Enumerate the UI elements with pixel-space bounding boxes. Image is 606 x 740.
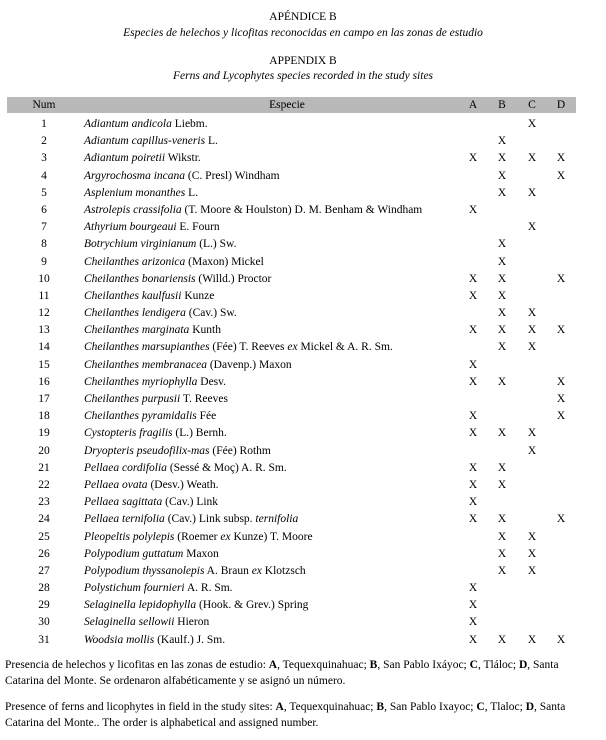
row-number: 5 xyxy=(41,186,47,199)
presence-mark-a: X xyxy=(468,582,478,595)
footnote-text: , Tequexquinahuac; xyxy=(277,659,370,671)
table-row xyxy=(7,408,576,425)
presence-mark-b: X xyxy=(497,564,507,577)
presence-mark-b: X xyxy=(497,169,507,182)
species-name-italic-part: ternifolia xyxy=(255,513,299,526)
row-number: 6 xyxy=(41,203,47,216)
row-number: 30 xyxy=(38,616,50,629)
species-name-author-part: (Davenp.) Maxon xyxy=(206,358,292,371)
site-letter: D xyxy=(525,701,534,713)
species-name-italic-part: Cheilanthes pyramidalis xyxy=(84,410,197,423)
presence-mark-c: X xyxy=(527,633,537,646)
species-name xyxy=(84,322,221,339)
presence-mark-a: X xyxy=(468,152,478,165)
table-row xyxy=(7,511,576,528)
species-name-italic-part: Adiantum capillus-veneris xyxy=(84,135,206,148)
species-name-italic-part: Pleopeltis polylepis xyxy=(84,530,175,543)
presence-mark-d: X xyxy=(556,169,566,182)
species-name-italic-part: Adiantum poiretii xyxy=(84,152,166,165)
presence-mark-a: X xyxy=(468,324,478,337)
row-number: 26 xyxy=(38,547,50,560)
species-name xyxy=(84,168,280,185)
species-name-italic-part: Cheilanthes myriophylla xyxy=(84,375,198,388)
presence-mark-d: X xyxy=(556,375,566,388)
species-name xyxy=(84,443,271,460)
species-name-author-part: Wikstr. xyxy=(165,152,201,165)
presence-mark-b: X xyxy=(497,341,507,354)
species-name-italic-part: Cheilanthes bonariensis xyxy=(84,272,196,285)
table-row xyxy=(7,374,576,391)
presence-mark-a: X xyxy=(468,203,478,216)
presence-mark-c: X xyxy=(527,152,537,165)
table-row xyxy=(7,202,576,219)
row-number: 29 xyxy=(38,599,50,612)
presence-mark-b: X xyxy=(497,324,507,337)
table-row xyxy=(7,632,576,649)
species-name xyxy=(84,546,219,563)
table-row xyxy=(7,150,576,167)
row-number: 16 xyxy=(38,375,50,388)
presence-mark-a: X xyxy=(468,633,478,646)
species-name-author-part: (Roemer xyxy=(174,530,221,543)
appendix-title-es: APÉNDICE B xyxy=(269,11,337,23)
row-number: 9 xyxy=(41,255,47,268)
species-name-italic-part: ex xyxy=(220,530,231,543)
presence-mark-b: X xyxy=(497,307,507,320)
presence-mark-a: X xyxy=(468,513,478,526)
species-name-author-part: L. xyxy=(185,186,199,199)
species-name-author-part: T. Reeves xyxy=(180,393,228,405)
table-row xyxy=(7,219,576,236)
footnote-text: , Santa Catarina del Monte.. The order is alphabetical and assigned number. xyxy=(5,701,566,729)
species-name-italic-part: Astrolepis crassifolia xyxy=(84,203,182,216)
table-row xyxy=(7,580,576,597)
table-row xyxy=(7,460,576,477)
species-name-italic-part: Athyrium bourgeaui xyxy=(84,221,177,234)
appendix-subtitle-en: Ferns and Lycophytes species recorded in the study sites xyxy=(172,70,434,82)
presence-mark-b: X xyxy=(497,530,507,543)
species-name-italic-part: Dryopteris pseudofilix-mas xyxy=(84,444,210,457)
column-header-especie: Especie xyxy=(269,99,305,111)
column-header-c: C xyxy=(528,99,536,111)
species-name-italic-part: Pellaea sagittata xyxy=(84,496,163,509)
row-number: 17 xyxy=(38,393,50,405)
species-name xyxy=(84,460,287,477)
presence-mark-d: X xyxy=(556,410,566,423)
species-name xyxy=(84,563,306,580)
presence-mark-b: X xyxy=(497,272,507,285)
row-number: 19 xyxy=(38,427,50,440)
species-name-author-part: (Hook. & Grev.) Spring xyxy=(196,599,309,612)
row-number: 3 xyxy=(41,152,47,165)
presence-mark-c: X xyxy=(527,118,537,130)
presence-mark-b: X xyxy=(497,186,507,199)
table-row xyxy=(7,425,576,442)
presence-mark-c: X xyxy=(527,324,537,337)
species-name xyxy=(84,580,233,597)
presence-mark-c: X xyxy=(527,427,537,440)
presence-mark-b: X xyxy=(497,427,507,440)
footnote-text: , Tequexquinahuac; xyxy=(283,701,377,713)
row-number: 12 xyxy=(38,307,50,320)
species-name xyxy=(84,632,225,649)
row-number: 1 xyxy=(41,118,47,130)
column-header-b: B xyxy=(498,99,506,111)
species-name xyxy=(84,133,218,150)
species-name xyxy=(84,185,198,202)
species-name-author-part: Klotzsch xyxy=(261,564,306,577)
presence-mark-d: X xyxy=(556,513,566,526)
presence-mark-a: X xyxy=(468,272,478,285)
table-row xyxy=(7,271,576,288)
species-name-italic-part: ex xyxy=(251,564,262,577)
species-name-italic-part: Cheilanthes marsupianthes xyxy=(84,341,210,354)
table-row xyxy=(7,254,576,271)
species-name xyxy=(84,391,228,408)
presence-mark-a: X xyxy=(468,410,478,423)
row-number: 22 xyxy=(38,478,50,491)
footnote-text: , San Pablo Ixáyoc; xyxy=(377,659,470,671)
footnote-text: , Tláloc; xyxy=(477,659,519,671)
table-row xyxy=(7,391,576,408)
species-name xyxy=(84,614,209,631)
presence-mark-b: X xyxy=(497,461,507,474)
species-name-author-part: (Maxon) Mickel xyxy=(185,255,264,268)
footnote-es xyxy=(5,657,585,689)
species-name-author-part: Hieron xyxy=(174,616,210,629)
species-name xyxy=(84,219,220,236)
appendix-title-en: APPENDIX B xyxy=(269,55,337,67)
species-name xyxy=(84,236,236,253)
row-number: 21 xyxy=(38,461,50,474)
footnote-text: , San Pablo Ixayoc; xyxy=(384,701,477,713)
footnote-text: Presence of ferns and licophytes in field in the study sites: xyxy=(5,701,276,713)
species-name-author-part: (Desv.) Weath. xyxy=(147,478,219,491)
species-name xyxy=(84,511,298,528)
species-name-italic-part: Selaginella lepidophylla xyxy=(84,599,197,612)
row-number: 10 xyxy=(38,272,50,285)
presence-mark-d: X xyxy=(556,393,566,405)
species-name-italic-part: Botrychium virginianum xyxy=(84,238,197,251)
table-row xyxy=(7,185,576,202)
site-letter: B xyxy=(376,701,385,713)
row-number: 4 xyxy=(41,169,47,182)
species-name-italic-part: Polypodium thyssanolepis xyxy=(84,564,205,577)
species-name xyxy=(84,339,393,356)
row-number: 28 xyxy=(38,582,50,595)
presence-mark-c: X xyxy=(527,564,537,577)
column-header-num: Num xyxy=(32,99,56,111)
species-name-italic-part: ex xyxy=(287,341,298,354)
species-name-author-part: (Kaulf.) J. Sm. xyxy=(154,633,226,646)
presence-mark-a: X xyxy=(468,289,478,302)
row-number: 13 xyxy=(38,324,50,337)
presence-mark-a: X xyxy=(468,427,478,440)
presence-mark-c: X xyxy=(527,547,537,560)
species-name xyxy=(84,529,313,546)
row-number: 27 xyxy=(38,564,50,577)
species-name-author-part: (L.) Bernh. xyxy=(172,427,227,440)
species-name-author-part: (L.) Sw. xyxy=(196,238,237,251)
species-name xyxy=(84,408,216,425)
species-name-author-part: Mickel & A. R. Sm. xyxy=(297,341,393,354)
species-name-author-part: Kunze) T. Moore xyxy=(230,530,313,543)
presence-mark-c: X xyxy=(527,186,537,199)
species-name-author-part: (Sessé & Moç) A. R. Sm. xyxy=(166,461,287,474)
row-number: 7 xyxy=(41,221,47,234)
species-name-author-part: E. Fourn xyxy=(176,221,220,234)
table-row xyxy=(7,168,576,185)
site-letter: A xyxy=(268,659,278,671)
species-name-italic-part: Cheilanthes lendigera xyxy=(84,307,186,320)
table-row xyxy=(7,305,576,322)
table-row xyxy=(7,597,576,614)
presence-mark-c: X xyxy=(527,341,537,354)
species-name-italic-part: Adiantum andicola xyxy=(84,118,172,130)
presence-mark-c: X xyxy=(527,530,537,543)
row-number: 31 xyxy=(38,633,50,646)
row-number: 25 xyxy=(38,530,50,543)
species-name-italic-part: Cheilanthes arizonica xyxy=(84,255,186,268)
species-name-italic-part: Asplenium monanthes xyxy=(84,186,186,199)
species-name xyxy=(84,116,208,133)
presence-mark-c: X xyxy=(527,307,537,320)
site-letter: C xyxy=(476,701,485,713)
species-name xyxy=(84,305,237,322)
species-name-author-part: (Cav.) Sw. xyxy=(185,307,237,320)
species-name-author-part: Kunth xyxy=(189,324,221,337)
presence-mark-c: X xyxy=(527,221,537,234)
presence-mark-a: X xyxy=(468,616,478,629)
species-name-italic-part: Cheilanthes marginata xyxy=(84,324,190,337)
row-number: 2 xyxy=(41,135,47,148)
site-letter: A xyxy=(275,701,284,713)
table-row xyxy=(7,357,576,374)
species-name-author-part: (Willd.) Proctor xyxy=(195,272,272,285)
table-row xyxy=(7,133,576,150)
row-number: 23 xyxy=(38,496,50,509)
species-name xyxy=(84,597,308,614)
table-row xyxy=(7,494,576,511)
species-name-italic-part: Polystichum fournieri xyxy=(84,582,185,595)
presence-mark-d: X xyxy=(556,633,566,646)
species-name-author-part: (Fée) T. Reeves xyxy=(209,341,288,354)
presence-mark-a: X xyxy=(468,375,478,388)
table-row xyxy=(7,443,576,460)
species-name xyxy=(84,254,264,271)
row-number: 8 xyxy=(41,238,47,251)
row-number: 14 xyxy=(38,341,50,354)
row-number: 15 xyxy=(38,358,50,371)
species-name-author-part: (C. Presl) Windham xyxy=(185,169,280,182)
presence-mark-b: X xyxy=(497,152,507,165)
species-name xyxy=(84,374,226,391)
presence-mark-a: X xyxy=(468,496,478,509)
presence-mark-d: X xyxy=(556,324,566,337)
site-letter: B xyxy=(369,659,378,671)
presence-mark-b: X xyxy=(497,633,507,646)
species-name-italic-part: Cystopteris fragilis xyxy=(84,427,173,440)
site-letter: D xyxy=(518,659,528,671)
species-name-author-part: Kunze xyxy=(181,289,215,302)
presence-mark-b: X xyxy=(497,289,507,302)
table-row xyxy=(7,322,576,339)
species-name-italic-part: Woodsia mollis xyxy=(84,633,155,646)
footnote-text: Presencia de helechos y licofitas en las zonas de estudio: xyxy=(5,659,269,671)
appendix-subtitle-es: Especies de helechos y licofitas reconocidas en campo en las zonas de estudio xyxy=(123,27,483,39)
table-row xyxy=(7,339,576,356)
presence-mark-a: X xyxy=(468,358,478,371)
species-name xyxy=(84,202,422,219)
presence-mark-b: X xyxy=(497,255,507,268)
table-row xyxy=(7,236,576,253)
species-name-author-part: Fée xyxy=(196,410,217,423)
footnote-en xyxy=(5,699,585,731)
row-number: 11 xyxy=(38,289,50,302)
species-name-author-part: (Cav.) Link xyxy=(162,496,219,509)
species-table-body xyxy=(7,116,576,649)
species-name xyxy=(84,494,218,511)
presence-mark-a: X xyxy=(468,461,478,474)
table-row xyxy=(7,546,576,563)
presence-mark-b: X xyxy=(497,375,507,388)
species-name-author-part: Liebm. xyxy=(171,118,208,130)
table-header xyxy=(7,97,576,113)
species-name xyxy=(84,288,214,305)
presence-mark-d: X xyxy=(556,152,566,165)
species-name-italic-part: Pellaea ovata xyxy=(84,478,148,491)
species-name-italic-part: Cheilanthes kaulfusii xyxy=(84,289,182,302)
table-row xyxy=(7,529,576,546)
column-header-a: A xyxy=(468,99,478,111)
presence-mark-d: X xyxy=(556,272,566,285)
column-header-d: D xyxy=(556,99,566,111)
presence-mark-c: X xyxy=(527,444,537,457)
table-row xyxy=(7,563,576,580)
species-name-author-part: A. R. Sm. xyxy=(184,582,233,595)
species-name-italic-part: Polypodium guttatum xyxy=(84,547,184,560)
table-row xyxy=(7,116,576,133)
species-name xyxy=(84,477,219,494)
table-row xyxy=(7,288,576,305)
footnote-text: , Tlaloc; xyxy=(484,701,526,713)
species-name xyxy=(84,271,271,288)
footnote-text: , Santa Catarina del Monte. Se ordenaron alfabéticamente y se asignó un número. xyxy=(5,659,559,687)
presence-mark-b: X xyxy=(497,513,507,526)
species-name-author-part: (Cav.) Link subsp. xyxy=(164,513,256,526)
species-name-author-part: (T. Moore & Houlston) D. M. Benham & Windham xyxy=(181,203,423,216)
species-name-italic-part: Selaginella sellowii xyxy=(84,616,175,629)
species-name xyxy=(84,357,292,374)
species-name xyxy=(84,150,201,167)
row-number: 20 xyxy=(38,444,50,457)
presence-mark-b: X xyxy=(497,547,507,560)
presence-mark-b: X xyxy=(497,478,507,491)
species-name-italic-part: Cheilanthes purpusii xyxy=(84,393,181,405)
presence-mark-b: X xyxy=(497,135,507,148)
row-number: 24 xyxy=(38,513,50,526)
species-name xyxy=(84,425,227,442)
presence-mark-a: X xyxy=(468,599,478,612)
species-name-italic-part: Pellaea cordifolia xyxy=(84,461,167,474)
presence-mark-b: X xyxy=(497,238,507,251)
row-number: 18 xyxy=(38,410,50,423)
species-name-author-part: L. xyxy=(205,135,218,148)
species-name-italic-part: Cheilanthes membranacea xyxy=(84,358,207,371)
presence-mark-a: X xyxy=(468,478,478,491)
table-row xyxy=(7,614,576,631)
species-name-italic-part: Pellaea ternifolia xyxy=(84,513,165,526)
species-name-italic-part: Argyrochosma incana xyxy=(84,169,186,182)
species-name-author-part: Maxon xyxy=(183,547,219,560)
table-row xyxy=(7,477,576,494)
species-name-author-part: Desv. xyxy=(197,375,227,388)
species-name-author-part: (Fée) Rothm xyxy=(209,444,271,457)
species-name-author-part: A. Braun xyxy=(204,564,252,577)
site-letter: C xyxy=(469,659,478,671)
